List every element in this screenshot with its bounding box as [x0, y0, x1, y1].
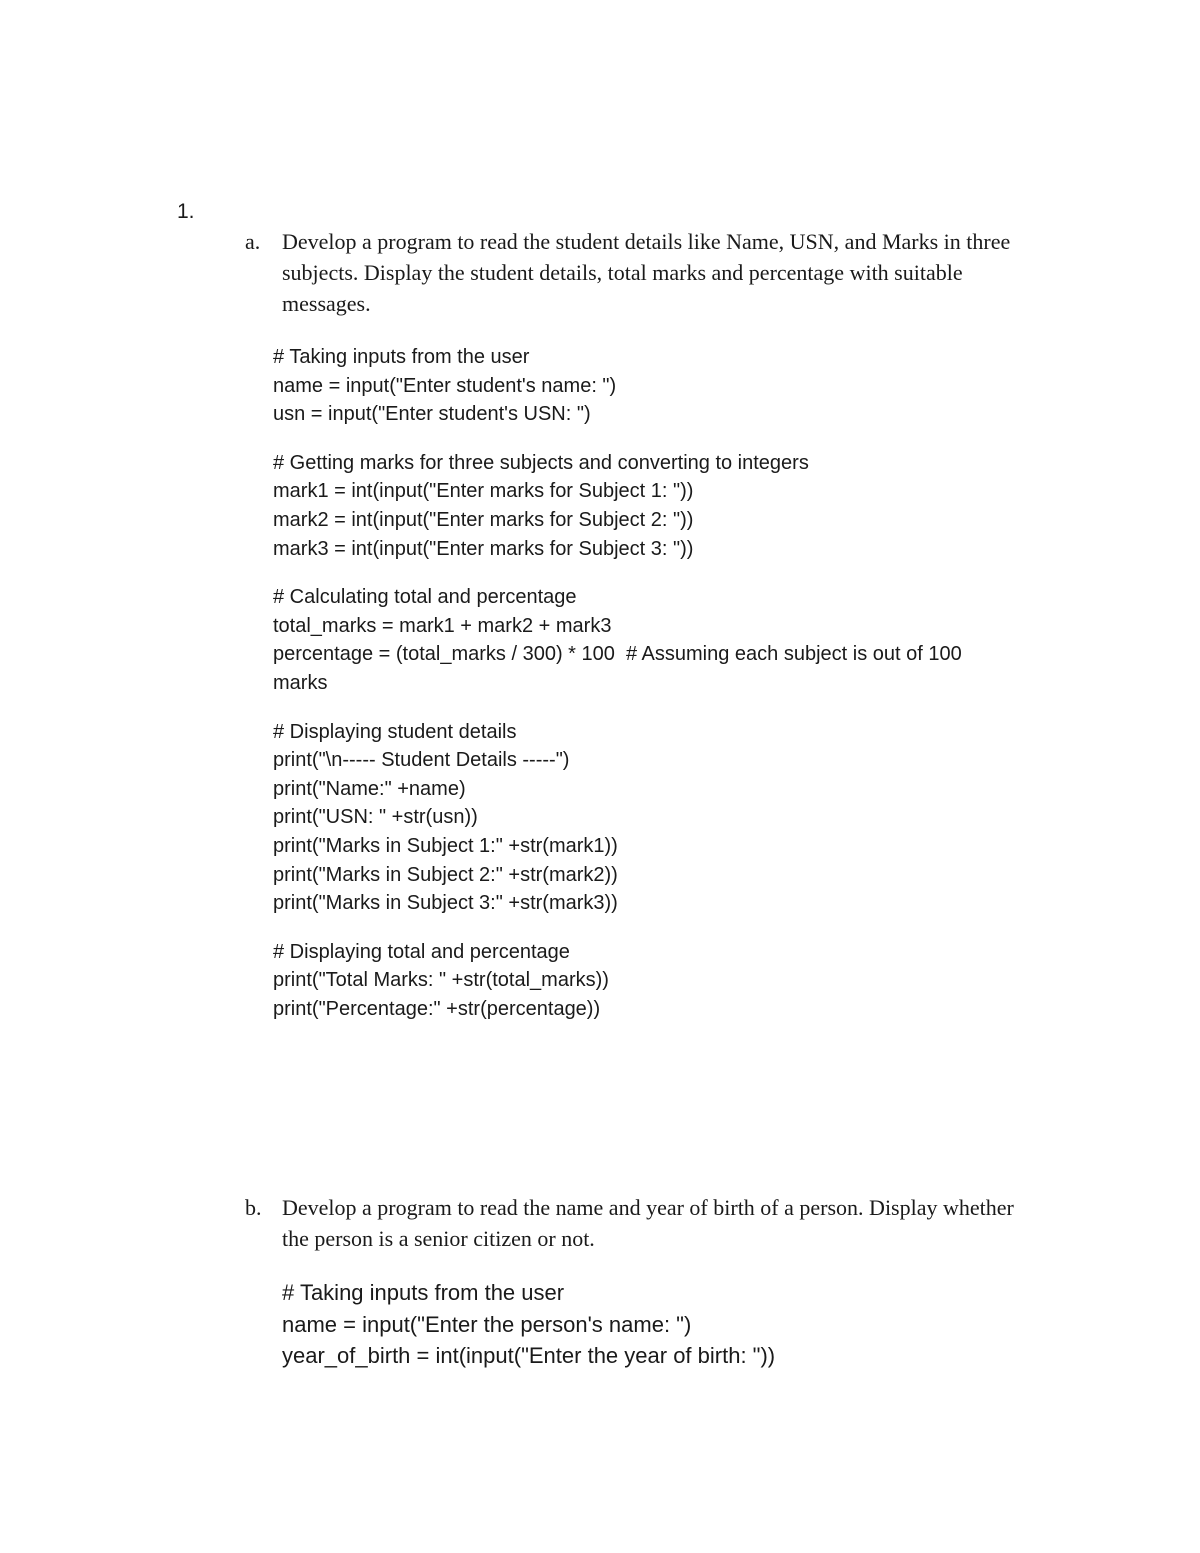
code-line: [273, 918, 1053, 938]
code-line: print("Name:" +name): [273, 777, 466, 800]
code-line: name = input("Enter student's name: "): [273, 374, 617, 397]
question-number: 1.: [177, 200, 195, 223]
part-b-code-block: [282, 1277, 1062, 1372]
part-b-marker: b.: [245, 1195, 262, 1220]
code-line: year_of_birth = int(input("Enter the year of birth: ")): [282, 1343, 776, 1368]
code-line: # Taking inputs from the user: [273, 346, 530, 368]
code-line: # Taking inputs from the user: [282, 1280, 565, 1305]
code-line: print("Total Marks: " +str(total_marks)): [273, 969, 609, 992]
code-line: # Displaying student details: [273, 720, 517, 743]
code-line: # Displaying total and percentage: [273, 940, 570, 963]
code-line: [273, 563, 1053, 583]
code-line: name = input("Enter the person's name: "): [282, 1311, 692, 1337]
code-line: [273, 429, 1053, 449]
code-line: # Getting marks for three subjects and converting to integers: [273, 451, 809, 474]
part-b-prompt: Develop a program to read the name and year of birth of a person. Display whether the person is a senior citizen or not.: [282, 1195, 1014, 1251]
part-a-prompt: Develop a program to read the student details like Name, USN, and Marks in three subjects. Display the student details, total marks and percentage with suitable messages.: [282, 229, 1011, 316]
part-a-code-block: [273, 343, 1053, 1023]
code-line: print("Marks in Subject 2:" +str(mark2)): [273, 863, 618, 886]
code-line: # Calculating total and percentage: [273, 586, 577, 609]
code-line: mark3 = int(input("Enter marks for Subject 3: ")): [273, 537, 694, 560]
code-line: print("\n----- Student Details -----"): [273, 749, 570, 772]
code-line: mark1 = int(input("Enter marks for Subject 1: ")): [273, 480, 694, 503]
code-line: [273, 698, 1053, 718]
code-line: percentage = (total_marks / 300) * 100 # Assuming each subject is out of 100: [273, 643, 962, 666]
code-line: print("Percentage:" +str(percentage)): [273, 997, 601, 1020]
code-line: mark2 = int(input("Enter marks for Subject 2: ")): [273, 508, 694, 531]
code-line: print("USN: " +str(usn)): [273, 806, 478, 829]
code-line: print("Marks in Subject 1:" +str(mark1)): [273, 834, 618, 857]
part-a-marker: a.: [245, 229, 261, 254]
code-line: print("Marks in Subject 3:" +str(mark3)): [273, 892, 618, 915]
code-line: usn = input("Enter student's USN: "): [273, 403, 591, 426]
code-line: marks: [273, 671, 328, 694]
code-line: total_marks = mark1 + mark2 + mark3: [273, 614, 612, 637]
